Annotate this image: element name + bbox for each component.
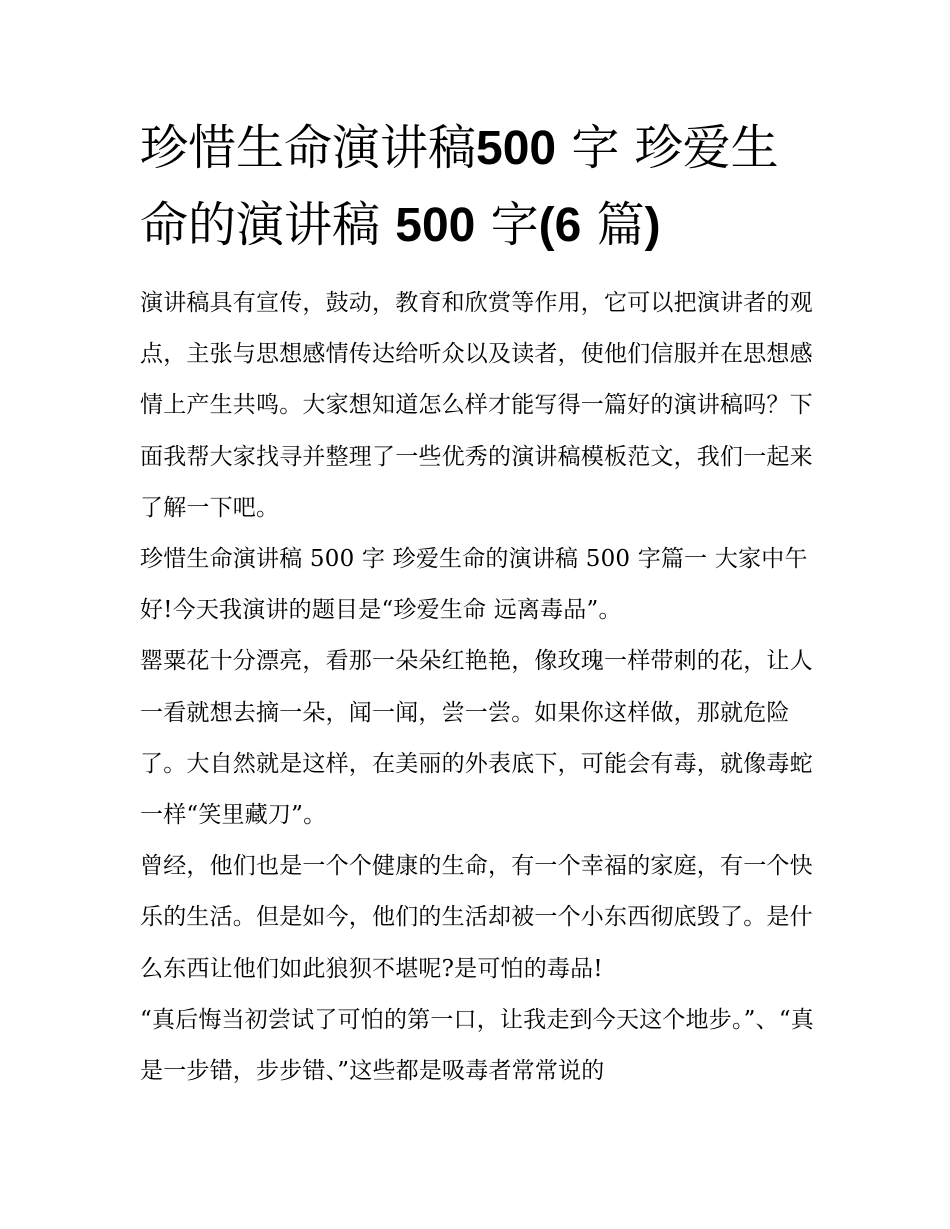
title-text-1: 珍惜生命演讲稿 <box>140 120 477 176</box>
paragraph-speech-opening: 珍惜生命演讲稿 500 字 珍爱生命的演讲稿 500 字篇一 大家中午好!今天我演讲的题目是“珍爱生命 远离毒品”。 <box>140 546 808 624</box>
title-text-3: 字 <box>490 197 539 253</box>
title-number-1: 500 <box>476 122 557 175</box>
title-number-3: (6 <box>538 199 582 252</box>
paragraph-regret-quote: “真后悔当初尝试了可怕的第一口，让我走到今天这个地步。”、“真是一步错，步步错、”这些都是吸毒者常常说的 <box>140 1006 814 1085</box>
title-text-4: 篇 <box>596 197 645 253</box>
document-body <box>140 278 820 1097</box>
paragraph-poppy: 罂粟花十分漂亮，看那一朵朵红艳艳，像玫瑰一样带刺的花，让人一看就想去摘一朵，闻一闻，尝一尝。如果你这样做，那就危险了。大自然就是这样，在美丽的外表底下，可能会有毒，就像毒蛇一样“笑里藏刀”。 <box>140 648 813 829</box>
title-text-2: 字 珍爱生命的演讲稿 <box>140 120 779 253</box>
paragraph-intro: 演讲稿具有宣传，鼓动，教育和欣赏等作用，它可以把演讲者的观点，主张与思想感情传达给听众以及读者，使他们信服并在思想感情上产生共鸣。大家想知道怎么样才能写得一篇好的演讲稿吗？下面我帮大家找寻并整理了一些优秀的演讲稿模板范文，我们一起来了解一下吧。 <box>140 290 813 521</box>
paragraph-ruined-lives: 曾经，他们也是一个个健康的生命，有一个幸福的家庭，有一个快乐的生活。但是如今，他们的生活却被一个小东西彻底毁了。是什么东西让他们如此狼狈不堪呢?是可怕的毒品! <box>140 853 813 982</box>
title-number-4: ) <box>644 199 661 252</box>
document-title <box>140 110 820 264</box>
title-number-2: 500 <box>395 199 476 252</box>
